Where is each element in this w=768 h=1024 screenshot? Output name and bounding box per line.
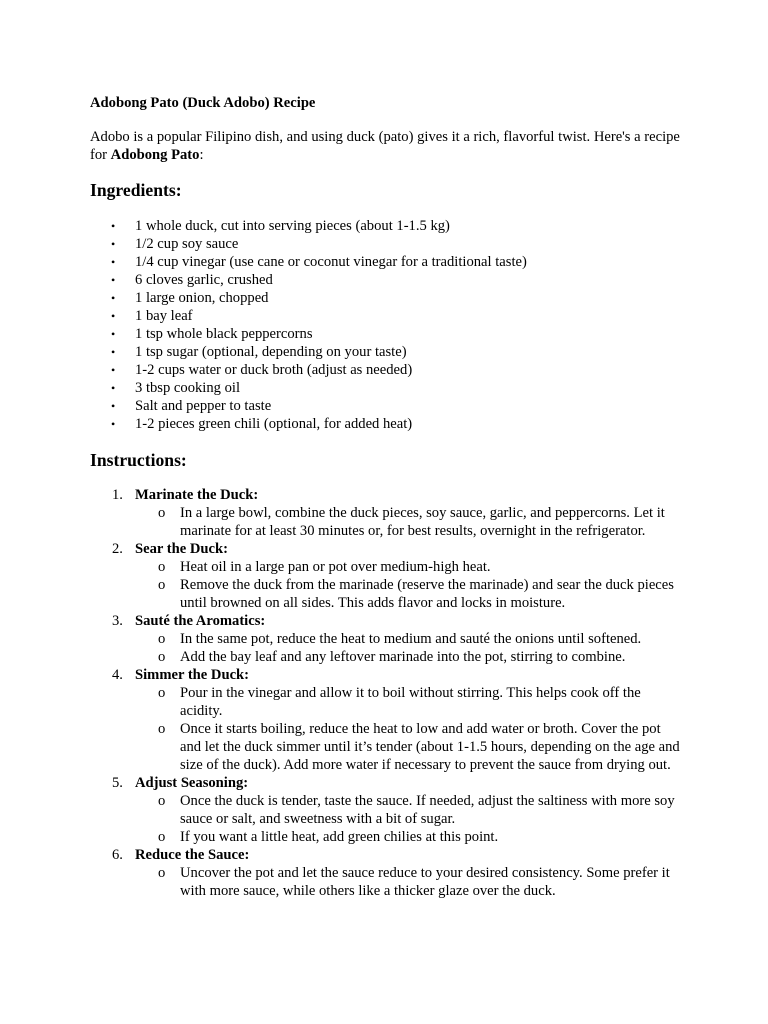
step-subitem-text: Remove the duck from the marinade (reserve the marinade) and sear the duck pieces until browned on all sides. This adds flavor and locks in moisture. (180, 577, 674, 611)
step-subitem-text: If you want a little heat, add green chilies at this point. (180, 829, 499, 845)
step-title: Sauté the Aromatics: (135, 613, 266, 629)
step-subitem (135, 828, 680, 846)
step-title: Marinate the Duck: (135, 487, 259, 503)
ingredient-text: 1/2 cup soy sauce (135, 236, 239, 252)
instruction-step (90, 486, 690, 540)
bullet-icon: • (111, 255, 116, 269)
step-number: 3. (112, 613, 123, 629)
ingredient-item (90, 379, 690, 397)
step-number: 4. (112, 667, 123, 683)
step-subitem (135, 720, 680, 774)
circle-bullet-icon: o (158, 865, 166, 881)
circle-bullet-icon: o (158, 649, 166, 665)
bullet-icon: • (111, 237, 116, 251)
step-subitem (135, 684, 680, 720)
step-sublist (135, 684, 690, 774)
step-subitem-text: Once the duck is tender, taste the sauce. If needed, adjust the saltiness with more soy sauce or salt, and sweetness with a bit of sugar. (180, 793, 675, 827)
ingredient-item (90, 217, 690, 235)
step-number: 1. (112, 487, 123, 503)
document-page (90, 94, 690, 900)
intro-text: Adobo is a popular Filipino dish, and using duck (pato) gives it a rich, flavorful twist. Here's a recipe for (90, 129, 680, 163)
circle-bullet-icon: o (158, 631, 166, 647)
ingredient-item (90, 361, 690, 379)
ingredient-item (90, 415, 690, 433)
step-sublist (135, 558, 690, 612)
step-subitem (135, 630, 680, 648)
step-sublist (135, 864, 690, 900)
step-title: Sear the Duck: (135, 541, 228, 557)
instruction-step (90, 612, 690, 666)
step-sublist (135, 630, 690, 666)
bullet-icon: • (111, 417, 116, 431)
ingredient-item (90, 307, 690, 325)
instruction-step (90, 846, 690, 900)
ingredient-text: 1/4 cup vinegar (use cane or coconut vinegar for a traditional taste) (135, 254, 527, 270)
bullet-icon: • (111, 399, 116, 413)
step-number: 6. (112, 847, 123, 863)
ingredient-text: 1 bay leaf (135, 308, 193, 324)
ingredients-heading: Ingredients: (90, 180, 182, 200)
step-subitem-text: Heat oil in a large pan or pot over medium-high heat. (180, 559, 491, 575)
bullet-icon: • (111, 309, 116, 323)
ingredient-item (90, 397, 690, 415)
step-subitem-text: In the same pot, reduce the heat to medium and sauté the onions until softened. (180, 631, 642, 647)
circle-bullet-icon: o (158, 829, 166, 845)
step-subitem-text: Add the bay leaf and any leftover marinade into the pot, stirring to combine. (180, 649, 626, 665)
circle-bullet-icon: o (158, 721, 166, 737)
ingredient-text: 3 tbsp cooking oil (135, 380, 240, 396)
step-subitem (135, 648, 680, 666)
step-title: Simmer the Duck: (135, 667, 250, 683)
ingredient-text: 6 cloves garlic, crushed (135, 272, 273, 288)
step-number: 5. (112, 775, 123, 791)
step-subitem-text: Uncover the pot and let the sauce reduce to your desired consistency. Some prefer it with more sauce, while others like a thicker glaze over the duck. (180, 865, 670, 899)
ingredient-text: 1 large onion, chopped (135, 290, 269, 306)
circle-bullet-icon: o (158, 685, 166, 701)
circle-bullet-icon: o (158, 577, 166, 593)
bullet-icon: • (111, 291, 116, 305)
step-sublist (135, 792, 690, 846)
step-subitem (135, 504, 680, 540)
ingredient-text: Salt and pepper to taste (135, 398, 272, 414)
ingredient-item (90, 235, 690, 253)
step-title: Reduce the Sauce: (135, 847, 250, 863)
step-subitem-text: Once it starts boiling, reduce the heat to low and add water or broth. Cover the pot and let the duck simmer until it’s tender (about 1-1.5 hours, depending on the age and size of the duck). Add more water if necessary to prevent the sauce from drying out. (180, 721, 680, 773)
ingredient-item (90, 253, 690, 271)
ingredient-item (90, 325, 690, 343)
bullet-icon: • (111, 345, 116, 359)
ingredient-item (90, 343, 690, 361)
instructions-list (90, 486, 690, 900)
step-subitem (135, 576, 680, 612)
step-sublist (135, 504, 690, 540)
bullet-icon: • (111, 327, 116, 341)
step-title: Adjust Seasoning: (135, 775, 249, 791)
intro-paragraph (90, 128, 680, 164)
step-subitem-text: Pour in the vinegar and allow it to boil without stirring. This helps cook off the acidity. (180, 685, 641, 719)
step-number: 2. (112, 541, 123, 557)
ingredient-text: 1-2 cups water or duck broth (adjust as needed) (135, 362, 413, 378)
ingredient-item (90, 271, 690, 289)
instructions-heading: Instructions: (90, 450, 187, 470)
step-subitem (135, 792, 680, 828)
ingredient-text: 1 tsp sugar (optional, depending on your taste) (135, 344, 407, 360)
bullet-icon: • (111, 363, 116, 377)
circle-bullet-icon: o (158, 793, 166, 809)
step-subitem (135, 558, 680, 576)
document-title: Adobong Pato (Duck Adobo) Recipe (90, 95, 316, 111)
ingredient-text: 1-2 pieces green chili (optional, for added heat) (135, 416, 413, 432)
instruction-step (90, 774, 690, 846)
bullet-icon: • (111, 273, 116, 287)
ingredient-text: 1 tsp whole black peppercorns (135, 326, 313, 342)
ingredient-text: 1 whole duck, cut into serving pieces (about 1-1.5 kg) (135, 218, 450, 234)
bullet-icon: • (111, 381, 116, 395)
step-subitem-text: In a large bowl, combine the duck pieces, soy sauce, garlic, and peppercorns. Let it marinate for at least 30 minutes or, for best results, overnight in the refrigerator. (180, 505, 665, 539)
instruction-step (90, 666, 690, 774)
bullet-icon: • (111, 219, 116, 233)
circle-bullet-icon: o (158, 505, 166, 521)
step-subitem (135, 864, 680, 900)
circle-bullet-icon: o (158, 559, 166, 575)
intro-end: : (199, 147, 204, 163)
intro-bold-dish-name: Adobong Pato (110, 147, 200, 163)
ingredients-list (90, 217, 690, 433)
instruction-step (90, 540, 690, 612)
ingredient-item (90, 289, 690, 307)
